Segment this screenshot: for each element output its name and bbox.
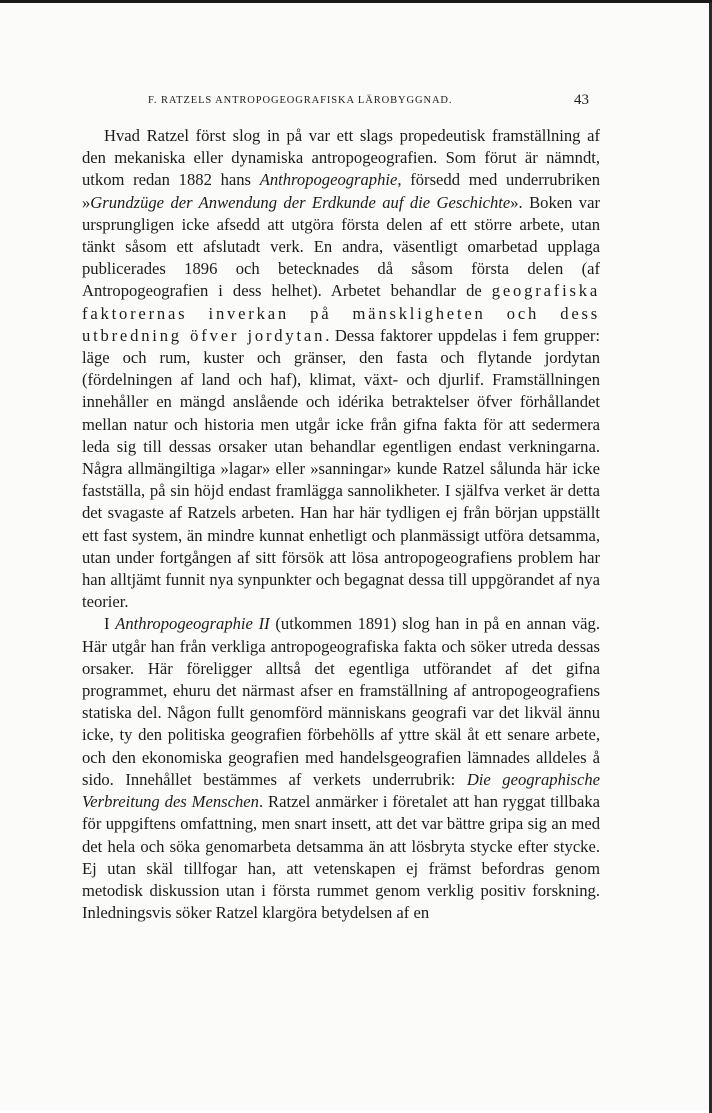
text-segment: . Ratzel anmärker i företalet att han ryggat tillbaka för uppgiftens omfattning, men snart insett, att det var bättre gripa sig an med det hela och söka genomarbeta detsamma än att lösbryta stycke efter stycke. Ej utan skäl tillfogar han, att vetenskapen ej främst befordras genom metodisk diskussion utan i första rummet genom verklig positiv forskning. Inledningsvis söker Ratzel klargöra betydelsen af en — [82, 792, 600, 923]
text-segment: ». Boken var ursprungligen icke afsedd att utgöra första delen af ett större arbete, utan tänkt såsom ett afslutadt verk. En andra, väsentligt omarbetad upplaga publicerades 1896 och betecknades då såsom första delen (af Antropogeografien i dess helhet). Arbetet behandlar de — [82, 192, 600, 301]
text-segment: I — [104, 614, 116, 634]
emphasized-spaced-text: geografiska faktorernas inverkan på mänskligheten och dess utbredning öfver jordytan — [82, 281, 600, 345]
subtitle-grundzuge: Grundzüge der Anwendung der Erdkunde auf die Geschichte — [90, 192, 511, 212]
book-title-anthropogeographie: Anthropogeographie — [259, 170, 398, 190]
page-number: 43 — [574, 92, 589, 108]
text-segment: Hvad Ratzel först slog in på var ett slags propedeutisk framställning af den mekaniska eller dynamiska antropogeografien. Som förut är nämndt, utkom redan 1882 hans — [82, 126, 600, 190]
paragraph-1 — [82, 125, 600, 613]
text-segment: . Dessa faktorer uppdelas i fem grupper: läge och rum, kuster och gränser, den fasta och flytande jordytan (fördelningen af land och haf), klimat, växt- och djurlif. Framställningen innehåller en mängd anslående och idérika betraktelser öfver förhållandet mellan natur och historia men utgår icke från gifna fakta för att sedermera leda sig till dessas orsaker utan behandlar egentligen endast verkningarna. Några allmängiltiga »lagar» eller »sanningar» kunde Ratzel sålunda här icke fastställa, på sin höjd endast framlägga sannolikheter. I själfva verket är detta det svagaste af Ratzels arbeten. Han har här tydligen ej från början uppställt ett fast system, än mindre kunnat enhetligt och planmässigt utföra detsamma, utan under fortgången af sitt försök att lösa antropogeografiens problem har han alltjämt funnit nya synpunkter och begagnat dessa till uppgörandet af nya teorier. — [82, 325, 601, 612]
running-head: F. RATZELS ANTROPOGEOGRAFISKA LÄROBYGGNAD. — [148, 95, 453, 106]
book-title-anthropogeographie-ii: Anthropogeographie II — [115, 614, 270, 634]
body-text — [82, 125, 600, 924]
paragraph-2 — [82, 613, 600, 924]
text-segment: (utkommen 1891) slog han in på en annan väg. Här utgår han från verkliga antropogeografiska fakta och söker utreda dessas orsaker. Här föreligger alltså det egentliga utförandet af det gifna programmet, ehuru det närmast afser en framställning af antropogeografiens statiska del. Någon fullt genomförd människans geografi var det likväl ännu icke, ty den politiska geografien förbehölls af yttre skäl åt ett senare arbete, och den ekonomiska geografien med handelsgeografien lämnades alldeles å sido. Innehållet bestämmes af verkets underrubrik: — [82, 614, 600, 789]
text-segment: , försedd med underrubriken » — [82, 170, 600, 212]
subtitle-verbreitung: Die geographische Verbreitung des Menschen — [82, 769, 600, 812]
